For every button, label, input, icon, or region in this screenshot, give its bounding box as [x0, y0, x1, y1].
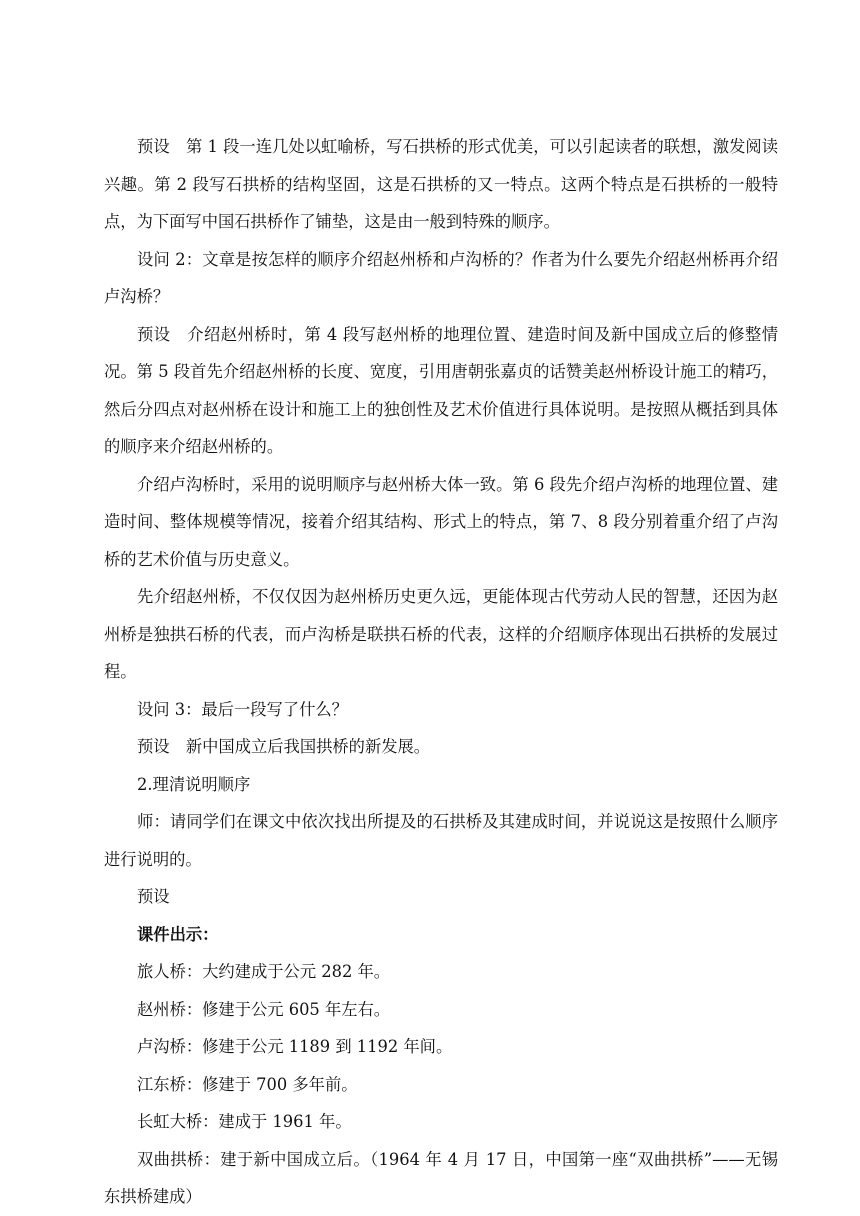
list-item: 旅人桥：大约建成于公元 282 年。 [137, 962, 391, 981]
paragraph-question-3: 设问 3：最后一段写了什么？ [137, 699, 348, 719]
list-item: 双曲拱桥：建于新中国成立后。（1964 年 4 月 17 日，中国第一座“双曲拱桥”——无锡东拱桥建成） [104, 1149, 778, 1206]
paragraph-question-2: 设问 2：文章是按怎样的顺序介绍赵州桥和卢沟桥的？作者为什么要先介绍赵州桥再介绍卢沟桥？ [104, 249, 778, 306]
list-item: 长虹大桥：建成于 1961 年。 [137, 1112, 352, 1131]
document-body [104, 128, 778, 1216]
paragraph-preset-2-zhaozhou: 预设 介绍赵州桥时，第 4 段写赵州桥的地理位置、建造时间及新中国成立后的修整情况。第 5 段首先介绍赵州桥的长度、宽度，引用唐朝张嘉贞的话赞美赵州桥设计施工的精巧，然后分四点对赵州桥在设计和施工上的独创性及艺术价值进行具体说明。是按照从概括到具体的顺序来介绍赵州桥的。 [104, 324, 778, 456]
paragraph-teacher-prompt: 师：请同学们在课文中依次找出所提及的石拱桥及其建成时间，并说说这是按照什么顺序进行说明的。 [104, 812, 778, 869]
list-item: 卢沟桥：修建于公元 1189 到 1192 年间。 [137, 1037, 453, 1056]
list-item: 赵州桥：修建于公元 605 年左右。 [137, 999, 391, 1019]
paragraph-preset-label: 预设 [137, 887, 170, 906]
paragraph-preset-2-lugou: 介绍卢沟桥时，采用的说明顺序与赵州桥大体一致。第 6 段先介绍卢沟桥的地理位置、建造时间、整体规模等情况，接着介绍其结构、形式上的特点，第 7、8 段分别着重介绍了卢沟桥的艺术价值与历史意义。 [104, 474, 778, 569]
section-heading: 2.理清说明顺序 [137, 774, 251, 794]
courseware-heading: 课件出示： [137, 924, 219, 944]
paragraph-preset-1: 预设 第 1 段一连几处以虹喻桥，写石拱桥的形式优美，可以引起读者的联想，激发阅读兴趣。第 2 段写石拱桥的结构坚固，这是石拱桥的又一特点。这两个特点是石拱桥的一般特点，为下面写中国石拱桥作了铺垫，这是由一般到特殊的顺序。 [104, 137, 778, 231]
paragraph-preset-2-reason: 先介绍赵州桥，不仅仅因为赵州桥历史更久远，更能体现古代劳动人民的智慧，还因为赵州桥是独拱石桥的代表，而卢沟桥是联拱石桥的代表，这样的介绍顺序体现出石拱桥的发展过程。 [104, 587, 778, 681]
list-item: 江东桥：修建于 700 多年前。 [137, 1074, 358, 1094]
paragraph-preset-3: 预设 新中国成立后我国拱桥的新发展。 [137, 737, 431, 756]
